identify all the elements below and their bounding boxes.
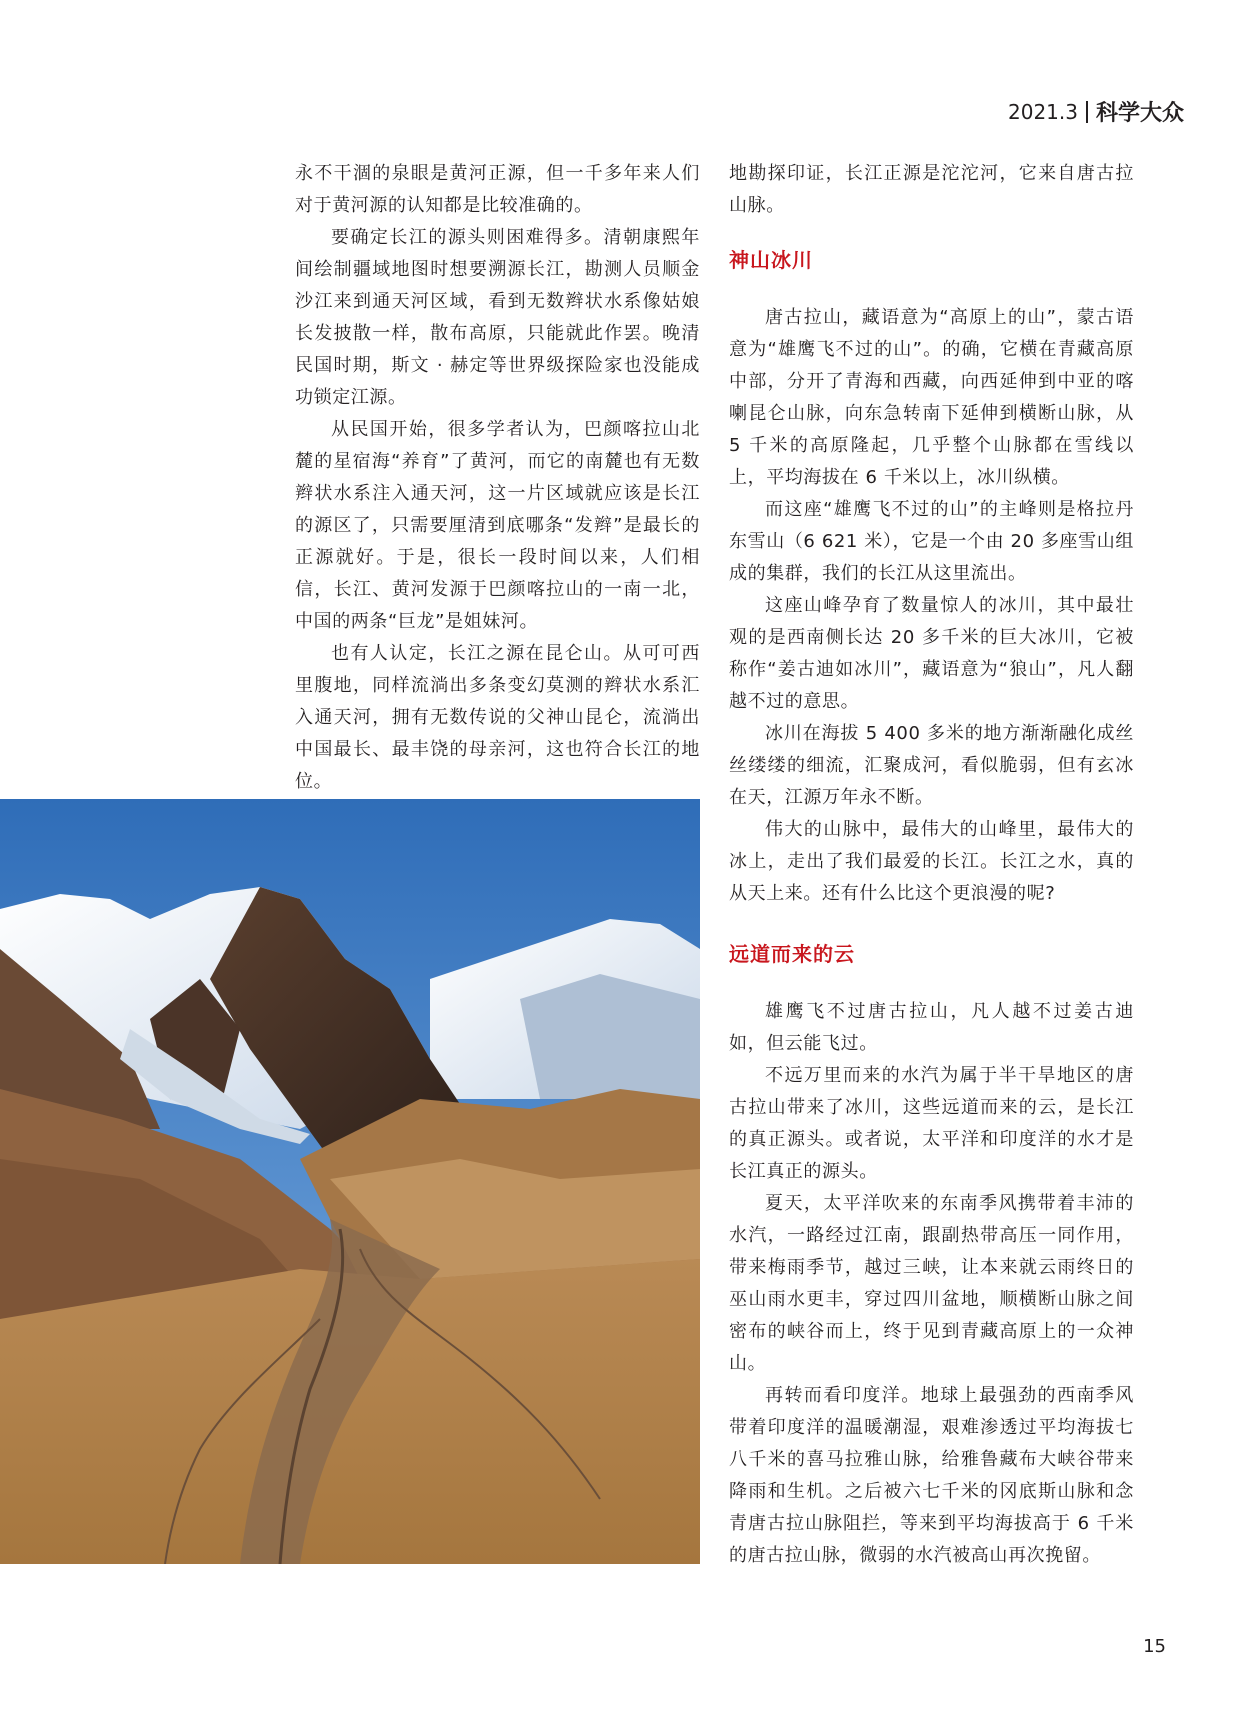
paragraph: 也有人认定，长江之源在昆仑山。从可可西里腹地，同样流淌出多条变幻莫测的辫状水系汇入通天河，拥有无数传说的父神山昆仑，流淌出中国最长、最丰饶的母亲河，这也符合长江的地位。 [295,643,700,792]
section-heading-glacier: 神山冰川 [729,248,813,272]
paragraph: 夏天，太平洋吹来的东南季风携带着丰沛的水汽，一路经过江南，跟副热带高压一同作用，带来梅雨季节，越过三峡，让本来就云雨终日的巫山雨水更丰，穿过四川盆地，顺横断山脉之间密布的峡谷而上，终于见到青藏高原上的一众神山。 [729,1193,1134,1374]
paragraph: 而这座“雄鹰飞不过的山”的主峰则是格拉丹东雪山（6 621 米），它是一个由 20 多座雪山组成的集群，我们的长江从这里流出。 [729,499,1134,584]
magazine-logo: 科学大众 [1095,100,1184,126]
page-header [1008,96,1184,127]
paragraph: 地勘探印证，长江正源是沱沱河，它来自唐古拉山脉。 [729,163,1134,216]
left-column [295,158,700,830]
header-divider [1086,101,1088,123]
paragraph: 伟大的山脉中，最伟大的山峰里，最伟大的冰上，走出了我们最爱的长江。长江之水，真的从天上来。还有什么比这个更浪漫的呢? [729,819,1134,904]
mountain-illustration [0,799,700,1564]
paragraph: 从民国开始，很多学者认为，巴颜喀拉山北麓的星宿海“养育”了黄河，而它的南麓也有无数辫状水系注入通天河，这一片区域就应该是长江的源区了，只需要厘清到底哪条“发辫”是最长的正源就好。于是，很长一段时间以来，人们相信，长江、黄河发源于巴颜喀拉山的一南一北，中国的两条“巨龙”是姐妹河。 [295,419,700,632]
paragraph: 这座山峰孕育了数量惊人的冰川，其中最壮观的是西南侧长达 20 多千米的巨大冰川，它被称作“姜古迪如冰川”，藏语意为“狼山”，凡人翻越不过的意思。 [729,595,1134,712]
paragraph: 再转而看印度洋。地球上最强劲的西南季风带着印度洋的温暖潮湿，艰难渗透过平均海拔七八千米的喜马拉雅山脉，给雅鲁藏布大峡谷带来降雨和生机。之后被六七千米的冈底斯山脉和念青唐古拉山脉阻拦，等来到平均海拔高于 6 千米的唐古拉山脉，微弱的水汽被高山再次挽留。 [729,1385,1134,1566]
right-column [729,158,1134,1572]
mountain-photo [0,799,700,1564]
paragraph: 要确定长江的源头则困难得多。清朝康熙年间绘制疆域地图时想要溯源长江，勘测人员顺金沙江来到通天河区域，看到无数辫状水系像姑娘长发披散一样，散布高原，只能就此作罢。晚清民国时期，斯文 · 赫定等世界级探险家也没能成功锁定江源。 [295,227,700,408]
paragraph: 雄鹰飞不过唐古拉山，凡人越不过姜古迪如，但云能飞过。 [729,1001,1134,1054]
paragraph: 永不干涸的泉眼是黄河正源，但一千多年来人们对于黄河源的认知都是比较准确的。 [295,163,700,216]
issue-date: 2021.3 [1008,99,1078,124]
page-number: 15 [1143,1636,1166,1657]
section-heading-clouds: 远道而来的云 [729,942,855,966]
paragraph: 不远万里而来的水汽为属于半干旱地区的唐古拉山带来了冰川，这些远道而来的云，是长江的真正源头。或者说，太平洋和印度洋的水才是长江真正的源头。 [729,1065,1134,1182]
paragraph: 唐古拉山，藏语意为“高原上的山”，蒙古语意为“雄鹰飞不过的山”。的确，它横在青藏高原中部，分开了青海和西藏，向西延伸到中亚的喀喇昆仑山脉，向东急转南下延伸到横断山脉，从 5 千米的高原隆起，几乎整个山脉都在雪线以上，平均海拔在 6 千米以上，冰川纵横。 [729,307,1134,488]
paragraph: 冰川在海拔 5 400 多米的地方渐渐融化成丝丝缕缕的细流，汇聚成河，看似脆弱，但有玄冰在天，江源万年永不断。 [729,723,1134,808]
